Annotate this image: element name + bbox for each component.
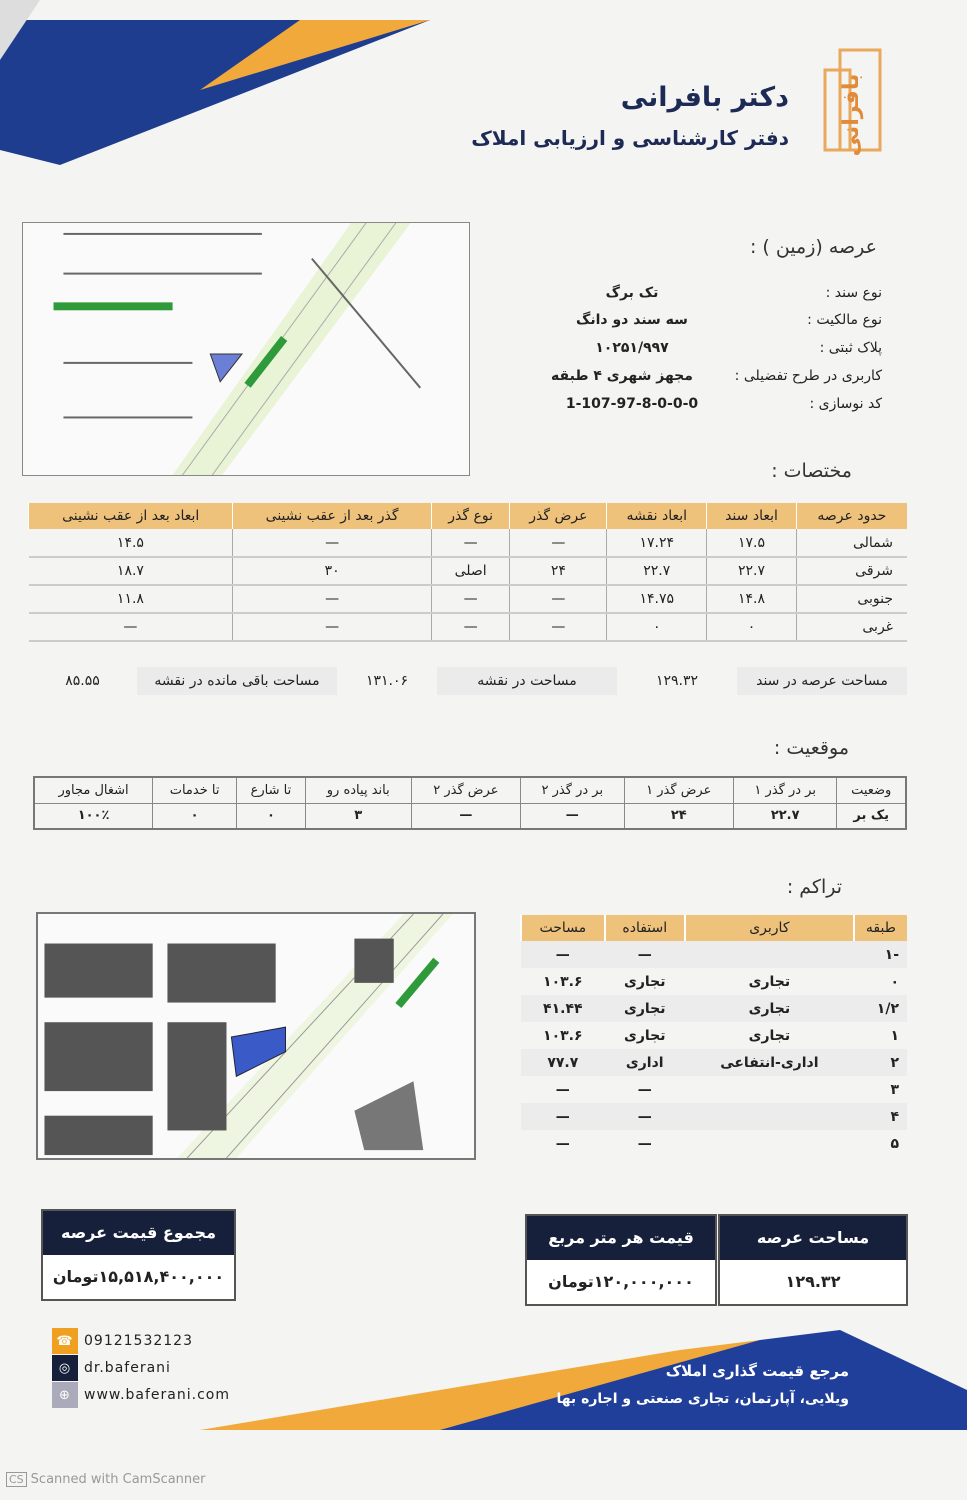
info-label: نوع مالکیت :	[807, 312, 882, 328]
cell	[685, 1103, 854, 1130]
cell: ۱۰۰٪	[34, 803, 153, 829]
office-title: دکتر بافرانی	[620, 82, 789, 113]
table-header-row	[29, 503, 908, 529]
land-area-value: ۱۲۹.۳۲	[785, 1272, 841, 1291]
info-label: کاربری در طرح تفضیلی :	[734, 368, 882, 384]
info-value: 1-107-97-8-0-0-0	[565, 396, 699, 412]
col-header: استفاده	[605, 915, 685, 941]
cell	[685, 1076, 854, 1103]
col-header: باند پیاده رو	[305, 777, 411, 803]
cell: تجاری	[605, 995, 685, 1022]
cell	[685, 1130, 854, 1157]
col-header: کاربری	[685, 915, 854, 941]
table-row	[521, 1130, 907, 1157]
info-row-ownership	[522, 307, 882, 333]
website-url: www.baferani.com	[84, 1387, 230, 1403]
info-label: نوع سند :	[825, 285, 882, 301]
cell: ۳	[890, 1081, 899, 1098]
cell: ۲	[854, 1049, 907, 1076]
cell: —	[233, 529, 432, 557]
contact-website[interactable]	[52, 1382, 230, 1408]
location-section-title: موقعیت :	[773, 737, 849, 759]
cell: ۰	[237, 803, 306, 829]
remaining-area-label: مساحت باقی مانده در نقشه	[137, 667, 337, 695]
cell: ۱۸.۷	[29, 557, 233, 585]
contact-phone[interactable]	[52, 1328, 193, 1354]
col-header: مساحت	[521, 915, 605, 941]
table-header-row	[34, 777, 906, 803]
building-footprint-map	[36, 912, 476, 1160]
total-price-value: ۱۵,۵۱۸,۴۰۰,۰۰۰تومان	[52, 1267, 225, 1286]
cell: ۴	[854, 1103, 907, 1130]
col-header: اشغال مجاور	[34, 777, 153, 803]
cell: اصلی	[431, 557, 510, 585]
cell: —	[510, 613, 607, 641]
land-area-label: مساحت عرصه	[720, 1216, 906, 1260]
land-area-box	[718, 1214, 908, 1306]
coordinates-table	[28, 503, 907, 642]
cell: تجاری	[624, 973, 666, 990]
table-row	[29, 613, 908, 641]
cell: اداری	[605, 1049, 685, 1076]
cell: ۲۲.۷	[733, 803, 836, 829]
cell: اداری-انتفاعی	[685, 1049, 854, 1076]
cell: —	[233, 613, 432, 641]
cell: —	[637, 1135, 652, 1152]
total-price-label: مجموع قیمت عرصه	[43, 1211, 234, 1255]
phone-number: 09121532123	[84, 1333, 193, 1349]
cell: ۰	[153, 803, 237, 829]
cell: ۰	[707, 613, 797, 641]
density-table	[520, 915, 907, 1157]
cell: ۵	[890, 1135, 899, 1152]
cell: ۲۲.۷	[707, 557, 797, 585]
svg-text:بافرانی: بافرانی	[839, 73, 864, 157]
instagram-handle: dr.baferani	[84, 1360, 171, 1376]
cell: ۷۷.۷	[521, 1049, 605, 1076]
table-row	[521, 1103, 907, 1130]
cell: ۱/۲	[854, 995, 907, 1022]
col-header: نوع گذر	[431, 503, 510, 529]
col-header: ابعاد سند	[707, 503, 797, 529]
cell: ۲۴	[510, 557, 607, 585]
col-header: بر در گذر ۱	[733, 777, 836, 803]
cell: یک بر	[837, 803, 906, 829]
cell: —	[605, 1103, 685, 1130]
cell: جنوبی	[796, 585, 907, 613]
area-summary-row	[28, 667, 907, 695]
cell: ۲۲.۷	[607, 557, 707, 585]
info-value: تک برگ	[605, 285, 659, 301]
cell: —	[510, 585, 607, 613]
col-header: تا شارع	[237, 777, 306, 803]
baferani-logo	[820, 45, 890, 157]
info-label: کد نوسازی :	[809, 396, 882, 412]
info-value: ۱۰۲۵۱/۹۹۷	[595, 340, 669, 356]
col-header: عرض گذر ۲	[411, 777, 520, 803]
cell: تجاری	[624, 1027, 666, 1044]
table-header-row	[521, 915, 907, 941]
footer-swoosh-decoration	[200, 1330, 967, 1440]
cell: ۱۷.۵	[707, 529, 797, 557]
globe-icon: ⊕	[52, 1382, 78, 1408]
cell: —	[431, 585, 510, 613]
table-row	[34, 803, 906, 829]
cell: —	[637, 1081, 652, 1098]
header-swoosh-decoration	[0, 0, 440, 170]
cell: ۱۰۳.۶	[543, 1027, 583, 1044]
cell: ۱۱.۸	[29, 585, 233, 613]
col-header: حدود عرصه	[796, 503, 907, 529]
deed-area-label: مساحت عرصه در سند	[737, 667, 907, 695]
cell: ۱	[890, 1027, 899, 1044]
cell: ۰	[607, 613, 707, 641]
cell: —	[555, 1081, 570, 1098]
cell: ۲۴	[624, 803, 733, 829]
info-row-deed-type	[522, 280, 882, 306]
cell: ۳	[305, 803, 411, 829]
table-row	[521, 968, 907, 995]
table-row	[521, 1022, 907, 1049]
table-row	[29, 529, 908, 557]
total-price-box	[41, 1209, 236, 1301]
office-subtitle: دفتر کارشناسی و ارزیابی املاک	[471, 126, 789, 150]
col-header: عرض گذر ۱	[624, 777, 733, 803]
remaining-area-value: ۸۵.۵۵	[65, 673, 100, 689]
cell: —	[521, 803, 624, 829]
cell: تجاری	[748, 1027, 791, 1044]
cell: —	[29, 613, 233, 641]
contact-instagram[interactable]	[52, 1355, 171, 1381]
table-row	[29, 585, 908, 613]
info-label: پلاک ثبتی :	[819, 340, 882, 356]
col-header: ابعاد بعد از عقب نشینی	[29, 503, 233, 529]
cell: ۱۰۳.۶	[543, 973, 583, 990]
location-table	[33, 776, 907, 830]
col-header: گذر بعد از عقب نشینی	[233, 503, 432, 529]
col-header: وضعیت	[837, 777, 906, 803]
price-per-meter-box	[525, 1214, 717, 1306]
info-row-renovation-code	[522, 391, 882, 417]
price-per-meter-value: ۱۲۰,۰۰۰,۰۰۰تومان	[548, 1272, 694, 1291]
cell	[685, 941, 854, 968]
coords-section-title: مختصات :	[771, 460, 852, 482]
price-per-meter-label: قیمت هر متر مربع	[527, 1216, 715, 1260]
cell: —	[510, 529, 607, 557]
cell: ۱۴.۸	[707, 585, 797, 613]
land-section-title: عرصه (زمین ) :	[749, 236, 877, 258]
cell: تجاری	[748, 973, 791, 990]
cell: —	[521, 941, 605, 968]
info-row-zoning	[522, 363, 882, 389]
map-area-label: مساحت در نقشه	[437, 667, 617, 695]
cell: تجاری	[685, 995, 854, 1022]
table-row	[521, 1049, 907, 1076]
cell: ۱۷.۲۴	[607, 529, 707, 557]
cell: ۳۰	[233, 557, 432, 585]
map-area-value: ۱۳۱.۰۶	[365, 673, 409, 689]
cell: —	[605, 941, 685, 968]
phone-icon: ☎	[52, 1328, 78, 1354]
instagram-icon: ◎	[52, 1355, 78, 1381]
info-row-registry-plate	[522, 335, 882, 361]
density-section-title: تراکم :	[786, 876, 842, 898]
cell: ۱۴.۵	[29, 529, 233, 557]
site-map	[22, 222, 470, 476]
info-value: سه سند دو دانگ	[576, 312, 688, 328]
cell: -۱	[854, 941, 907, 968]
table-row	[521, 941, 907, 968]
deed-area-value: ۱۲۹.۳۲	[655, 673, 699, 689]
col-header: ابعاد نقشه	[607, 503, 707, 529]
col-header: عرض گذر	[510, 503, 607, 529]
cell: —	[411, 803, 520, 829]
cell: —	[431, 613, 510, 641]
table-row	[521, 995, 907, 1022]
col-header: بر در گذر ۲	[521, 777, 624, 803]
cell: —	[233, 585, 432, 613]
cell: غربی	[796, 613, 907, 641]
footer-tagline: مرجع قیمت گذاری املاک	[665, 1362, 849, 1380]
table-row	[29, 557, 908, 585]
camscanner-icon: CS	[6, 1472, 27, 1487]
cell: شمالی	[796, 529, 907, 557]
cell: —	[555, 1135, 570, 1152]
table-row	[521, 1076, 907, 1103]
cell: ۱۴.۷۵	[607, 585, 707, 613]
camscanner-watermark	[6, 1472, 206, 1487]
cell: —	[521, 1103, 605, 1130]
watermark-text: Scanned with CamScanner	[30, 1472, 206, 1487]
cell: ۰	[890, 973, 899, 990]
col-header: تا خدمات	[153, 777, 237, 803]
cell: ۴۱.۴۴	[521, 995, 605, 1022]
info-value: مجهز شهری ۴ طبقه	[551, 368, 693, 384]
cell: شرقی	[796, 557, 907, 585]
cell: —	[431, 529, 510, 557]
footer-services: ویلایی، آپارتمان، تجاری صنعتی و اجاره بها	[556, 1391, 849, 1407]
col-header: طبقه	[854, 915, 907, 941]
